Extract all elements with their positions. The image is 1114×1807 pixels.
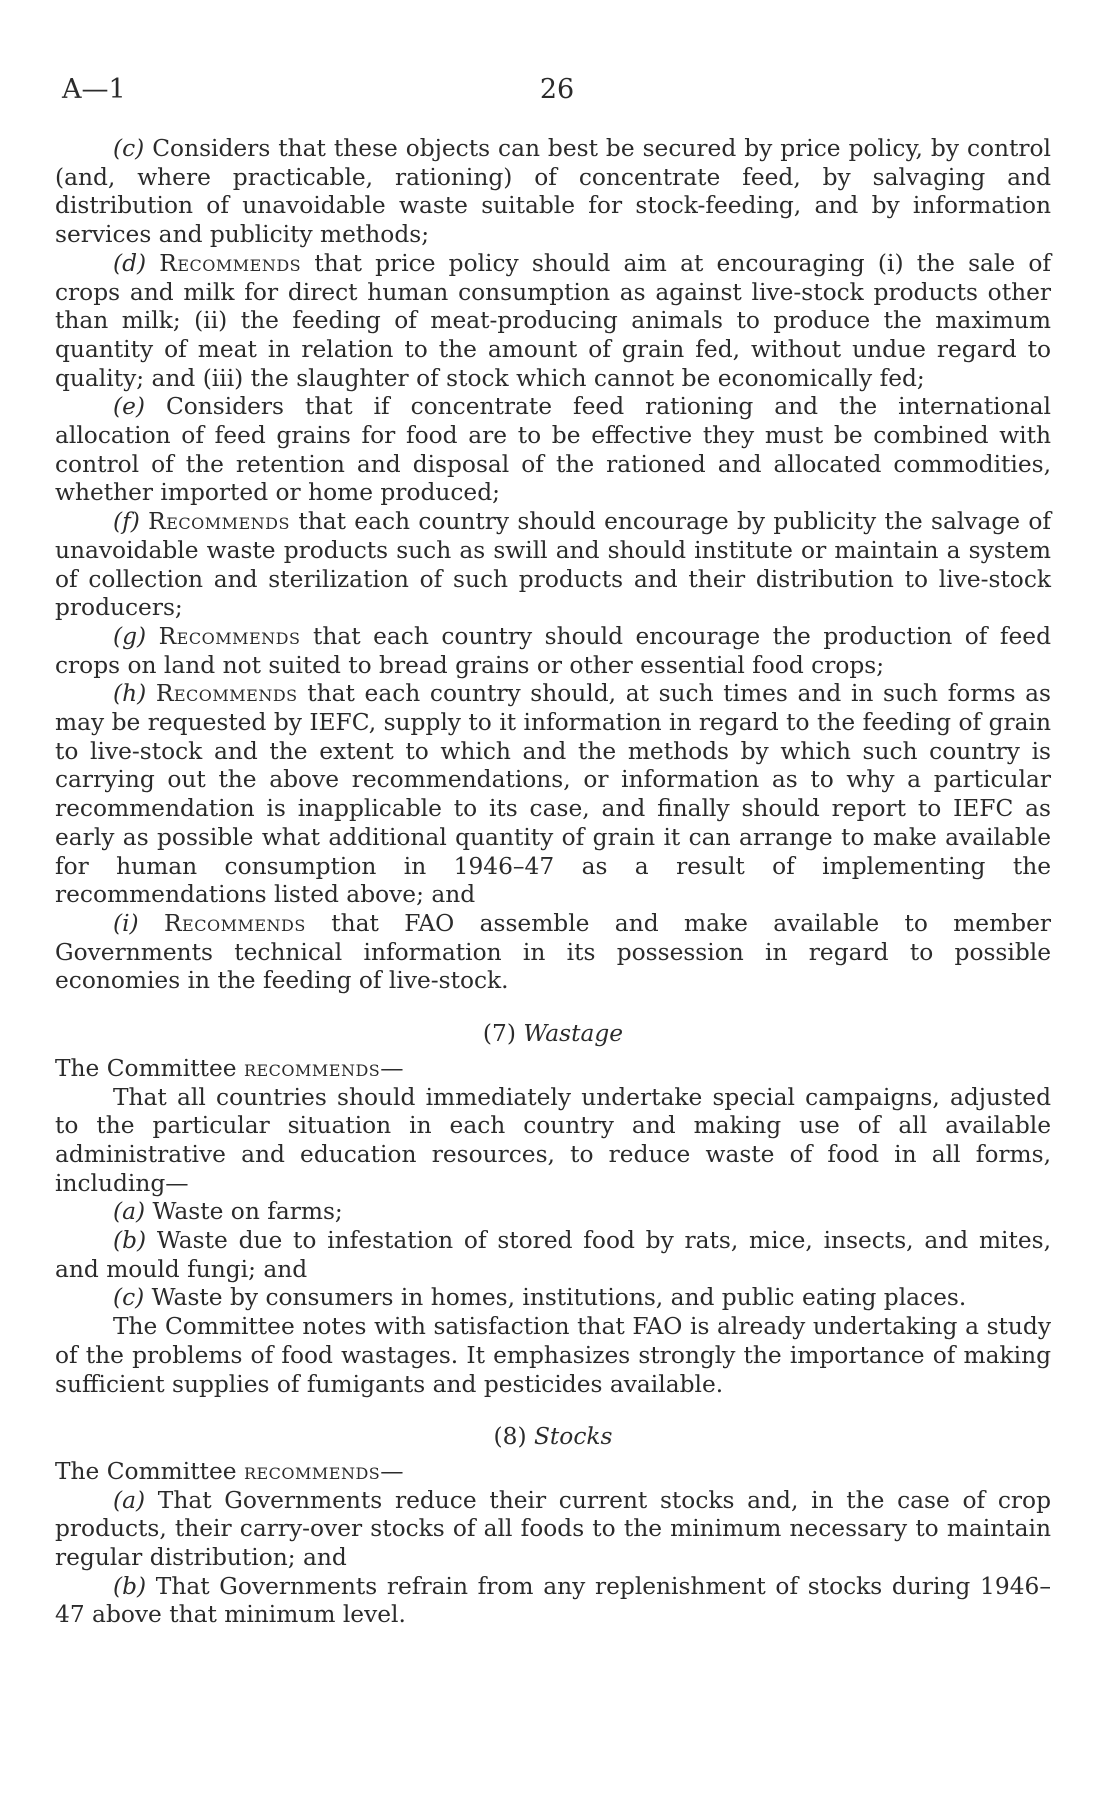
item-mark: (i) bbox=[113, 909, 139, 937]
keyword: Recommends bbox=[155, 680, 298, 708]
paragraph-text: that these objects can best be secured by price policy, by control (and, where practicable, rationing) of concentrate feed, by salvaging and distribution of unavoidable waste suitable for stock-feeding, and by information services and publicity methods; bbox=[55, 135, 1052, 249]
section-number: (7) bbox=[482, 1020, 516, 1048]
wastage-note: The Committee notes with satisfaction that FAO is already undertaking a study of the problems of food wastages. It emphasizes strongly the importance of making sufficient supplies of fumigants and pesticides available. bbox=[55, 1313, 1051, 1398]
paragraph-g bbox=[55, 623, 1051, 680]
item-mark: (d) bbox=[113, 249, 147, 277]
stocks-item-a bbox=[55, 1487, 1051, 1573]
document-reference: A—1 bbox=[62, 74, 126, 105]
paragraph-f bbox=[55, 508, 1051, 623]
wastage-item-a bbox=[55, 1198, 1051, 1227]
intro-dash: — bbox=[380, 1457, 404, 1485]
item-text: Waste due to infestation of stored food by rats, mice, insects, and mites, and mould fungi; and bbox=[55, 1227, 1051, 1283]
item-mark: (h) bbox=[113, 680, 147, 708]
paragraph-text: that each country should encourage by publicity the salvage of unavoidable waste products such as swill and should institute or maintain a system of collection and sterilization of such products and their distribution to live-stock producers; bbox=[55, 508, 1052, 622]
page-header bbox=[62, 74, 1052, 110]
paragraph-h bbox=[55, 680, 1051, 910]
item-text: That Governments refrain from any replenishment of stocks during 1946–47 above that minimum level. bbox=[55, 1572, 1051, 1629]
item-mark: (b) bbox=[113, 1227, 147, 1255]
intro-text: The Committee bbox=[55, 1054, 237, 1082]
intro-keyword: recommends bbox=[243, 1457, 381, 1485]
item-mark: (a) bbox=[113, 1198, 146, 1226]
paragraph-i bbox=[55, 910, 1051, 996]
item-mark: (e) bbox=[113, 393, 145, 421]
keyword: Recommends bbox=[159, 249, 302, 277]
page-number: 26 bbox=[539, 74, 575, 105]
paragraph-e bbox=[55, 393, 1051, 508]
keyword: Recommends bbox=[148, 508, 290, 536]
body-text bbox=[55, 135, 1051, 1630]
item-text: Waste on farms; bbox=[152, 1198, 343, 1226]
stocks-item-b bbox=[55, 1573, 1051, 1630]
section-heading-wastage bbox=[55, 1020, 1051, 1049]
item-mark: (g) bbox=[113, 622, 147, 650]
keyword: Recommends bbox=[158, 622, 301, 650]
committee-intro bbox=[55, 1458, 1051, 1487]
intro-keyword: recommends bbox=[243, 1054, 381, 1082]
paragraph-text: that price policy should aim at encouraging (i) the sale of crops and milk for direct human consumption as against live-stock products other than milk; (ii) the feeding of meat-producing animals to produce the maximum quantity of meat in relation to the amount of grain fed, without undue regard to quality; and (iii) the slaughter of stock which cannot be economically fed; bbox=[55, 249, 1052, 392]
item-mark: (b) bbox=[113, 1572, 147, 1600]
item-text: Waste by consumers in homes, institutions, and public eating places. bbox=[151, 1284, 967, 1312]
paragraph-d bbox=[55, 250, 1051, 394]
intro-text: The Committee bbox=[55, 1457, 237, 1485]
paragraph-text: that if concentrate feed rationing and the international allocation of feed grains for food are to be effective they must be combined with control of the retention and disposal of the rationed and allocated commodities, whether imported or home produced; bbox=[55, 393, 1052, 507]
item-text: That Governments reduce their current stocks and, in the case of crop products, their carry-over stocks of all foods to the minimum necessary to maintain regular distribution; and bbox=[55, 1486, 1052, 1572]
keyword: Recommends bbox=[164, 909, 306, 937]
intro-dash: — bbox=[380, 1054, 404, 1082]
item-mark: (f) bbox=[113, 508, 140, 536]
keyword: Considers bbox=[152, 135, 271, 162]
paragraph-text: that each country should, at such times and in such forms as may be requested by IEFC, supply to it information in regard to the feeding of grain to live-stock and the extent to which and the methods by which such country is carrying out the above recommendations, or information as to why a particular recommendation is inapplicable to its case, and finally should report to IEFC as early as possible what additional quantity of grain it can arrange to make available for human consumption in 1946–47 as a result of implementing the recommendations listed above; and bbox=[55, 680, 1052, 909]
paragraph-text: that each country should encourage the production of feed crops on land not suited to bread grains or other essential food crops; bbox=[55, 622, 1052, 679]
section-title: Wastage bbox=[523, 1020, 624, 1048]
wastage-item-b bbox=[55, 1227, 1051, 1284]
keyword: Considers bbox=[165, 393, 284, 421]
item-mark: (c) bbox=[113, 135, 145, 162]
section-number: (8) bbox=[493, 1423, 527, 1451]
section-title: Stocks bbox=[533, 1423, 613, 1451]
committee-intro bbox=[55, 1055, 1051, 1084]
wastage-item-c bbox=[55, 1284, 1051, 1313]
paragraph-text: that FAO assemble and make available to member Governments technical information in its possession in regard to possible economies in the feeding of live-stock. bbox=[55, 909, 1052, 995]
item-mark: (c) bbox=[113, 1284, 145, 1312]
item-mark: (a) bbox=[113, 1486, 146, 1514]
section-heading-stocks bbox=[55, 1423, 1051, 1452]
paragraph-c bbox=[55, 135, 1051, 250]
wastage-lead: That all countries should immediately undertake special campaigns, adjusted to the particular situation in each country and making use of all available administrative and education resources, to reduce waste of food in all forms, including— bbox=[55, 1083, 1051, 1197]
